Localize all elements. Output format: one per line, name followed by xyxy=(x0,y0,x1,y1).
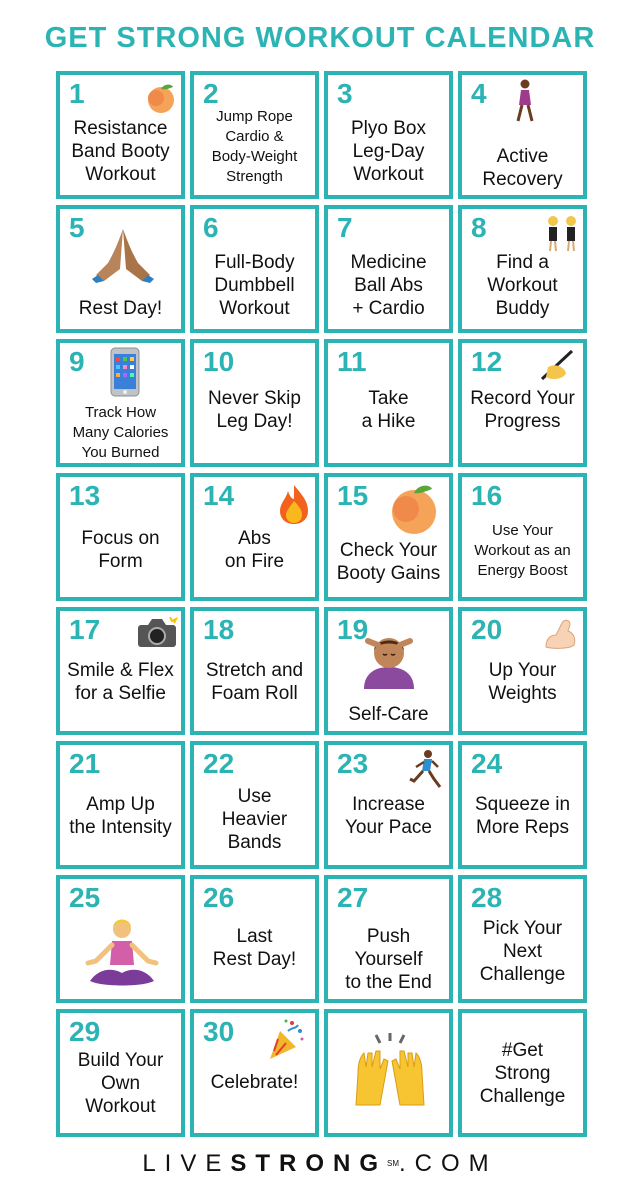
day-cell-22 xyxy=(190,741,319,869)
hashtag-text: #Get Strong Challenge xyxy=(479,1040,566,1107)
raised-hands-cell xyxy=(324,1009,453,1137)
day-text: Build Your Own Workout xyxy=(77,1050,164,1117)
day-number: 9 xyxy=(69,346,85,377)
day-number: 5 xyxy=(69,212,85,243)
day-cell-18 xyxy=(190,607,319,735)
day-cell-29 xyxy=(56,1009,185,1137)
day-cell-2 xyxy=(190,71,319,199)
day-text: Active Recovery xyxy=(482,146,563,190)
day-text: Up Your Weights xyxy=(488,660,557,704)
day-number: 11 xyxy=(337,346,367,377)
day-number: 22 xyxy=(203,748,235,779)
calendar-grid xyxy=(56,71,587,1137)
day-text: Squeeze in More Reps xyxy=(474,794,571,838)
day-cell-26 xyxy=(190,875,319,1003)
day-text: Rest Day! xyxy=(78,298,163,319)
livestrong-logo: LIVESTRONG℠.COM xyxy=(142,1150,498,1177)
walking-woman-icon xyxy=(512,79,538,123)
day-number: 27 xyxy=(337,882,369,913)
day-text: Never Skip Leg Day! xyxy=(208,388,301,432)
day-text: Amp Up the Intensity xyxy=(69,794,172,838)
day-text: Plyo Box Leg-Day Workout xyxy=(351,118,426,185)
fire-icon xyxy=(276,483,312,525)
day-number: 8 xyxy=(471,212,487,243)
day-text: Record Your Progress xyxy=(470,388,575,432)
dancing-women-icon xyxy=(542,213,582,253)
day-cell-9 xyxy=(56,339,185,467)
day-cell-23 xyxy=(324,741,453,869)
day-text: Find a Workout Buddy xyxy=(487,252,558,319)
day-text: Increase Your Pace xyxy=(345,794,432,838)
camera-flash-icon xyxy=(136,617,178,649)
day-number: 15 xyxy=(337,480,369,511)
day-number: 21 xyxy=(69,748,101,779)
day-text: Check Your Booty Gains xyxy=(336,540,441,584)
day-cell-7 xyxy=(324,205,453,333)
face-massage-icon xyxy=(358,627,420,689)
day-number: 23 xyxy=(337,748,369,779)
day-cell-6 xyxy=(190,205,319,333)
day-number: 24 xyxy=(471,748,503,779)
day-text: Celebrate! xyxy=(210,1072,299,1093)
day-cell-5 xyxy=(56,205,185,333)
day-number: 4 xyxy=(471,78,487,109)
peach-icon xyxy=(144,81,178,115)
day-number: 19 xyxy=(337,614,369,645)
day-number: 3 xyxy=(337,78,353,109)
day-text: Take a Hike xyxy=(361,388,416,432)
day-text: Use Heavier Bands xyxy=(221,786,288,853)
day-text: Track How Many Calories You Burned xyxy=(72,404,169,461)
day-number: 20 xyxy=(471,614,503,645)
day-number: 18 xyxy=(203,614,235,645)
day-text: Resistance Band Booty Workout xyxy=(71,118,170,185)
running-woman-icon xyxy=(408,749,444,789)
day-cell-12 xyxy=(458,339,587,467)
day-cell-11 xyxy=(324,339,453,467)
day-cell-28 xyxy=(458,875,587,1003)
day-cell-30 xyxy=(190,1009,319,1137)
day-number: 16 xyxy=(471,480,503,511)
day-number: 14 xyxy=(203,480,235,511)
day-number: 26 xyxy=(203,882,235,913)
day-number: 6 xyxy=(203,212,219,243)
day-cell-4 xyxy=(458,71,587,199)
day-cell-15 xyxy=(324,473,453,601)
day-number: 13 xyxy=(69,480,101,511)
day-text: Self-Care xyxy=(348,704,429,725)
day-text: Focus on Form xyxy=(81,528,160,572)
yoga-woman-icon xyxy=(82,917,162,989)
day-number: 7 xyxy=(337,212,353,243)
day-cell-25 xyxy=(56,875,185,1003)
party-popper-icon xyxy=(266,1017,306,1061)
praying-hands-icon xyxy=(90,225,156,283)
day-text: Last Rest Day! xyxy=(212,926,297,970)
day-number: 30 xyxy=(203,1016,235,1047)
day-number: 1 xyxy=(69,78,85,109)
writing-hand-icon xyxy=(538,349,578,383)
day-text: Jump Rope Cardio & Body-Weight Strength xyxy=(211,108,298,185)
day-number: 10 xyxy=(203,346,235,377)
phone-icon xyxy=(110,347,140,397)
day-cell-20 xyxy=(458,607,587,735)
day-cell-13 xyxy=(56,473,185,601)
day-number: 29 xyxy=(69,1016,101,1047)
day-cell-24 xyxy=(458,741,587,869)
day-cell-16 xyxy=(458,473,587,601)
day-text: Push Yourself to the End xyxy=(345,926,432,993)
day-cell-21 xyxy=(56,741,185,869)
raised-hands-icon xyxy=(350,1033,430,1109)
day-text: Full-Body Dumbbell Workout xyxy=(214,252,295,319)
day-text: Abs on Fire xyxy=(224,528,285,572)
day-text: Pick Your Next Challenge xyxy=(479,918,566,985)
day-cell-17 xyxy=(56,607,185,735)
day-text: Use Your Workout as an Energy Boost xyxy=(474,522,571,579)
day-cell-10 xyxy=(190,339,319,467)
day-number: 2 xyxy=(203,78,219,109)
day-cell-8 xyxy=(458,205,587,333)
day-number: 28 xyxy=(471,882,503,913)
day-cell-3 xyxy=(324,71,453,199)
day-text: Medicine Ball Abs + Cardio xyxy=(350,252,427,319)
peach-icon xyxy=(386,481,442,535)
day-cell-1 xyxy=(56,71,185,199)
day-number: 17 xyxy=(69,614,101,645)
flexed-biceps-icon xyxy=(542,617,578,649)
calendar-title: GET STRONG WORKOUT CALENDAR xyxy=(44,22,596,54)
day-cell-14 xyxy=(190,473,319,601)
day-text: Stretch and Foam Roll xyxy=(205,660,304,704)
day-text: Smile & Flex for a Selfie xyxy=(67,660,174,704)
day-cell-19 xyxy=(324,607,453,735)
day-number: 12 xyxy=(471,346,503,377)
hashtag-cell xyxy=(458,1009,587,1137)
day-number: 25 xyxy=(69,882,101,913)
day-cell-27 xyxy=(324,875,453,1003)
